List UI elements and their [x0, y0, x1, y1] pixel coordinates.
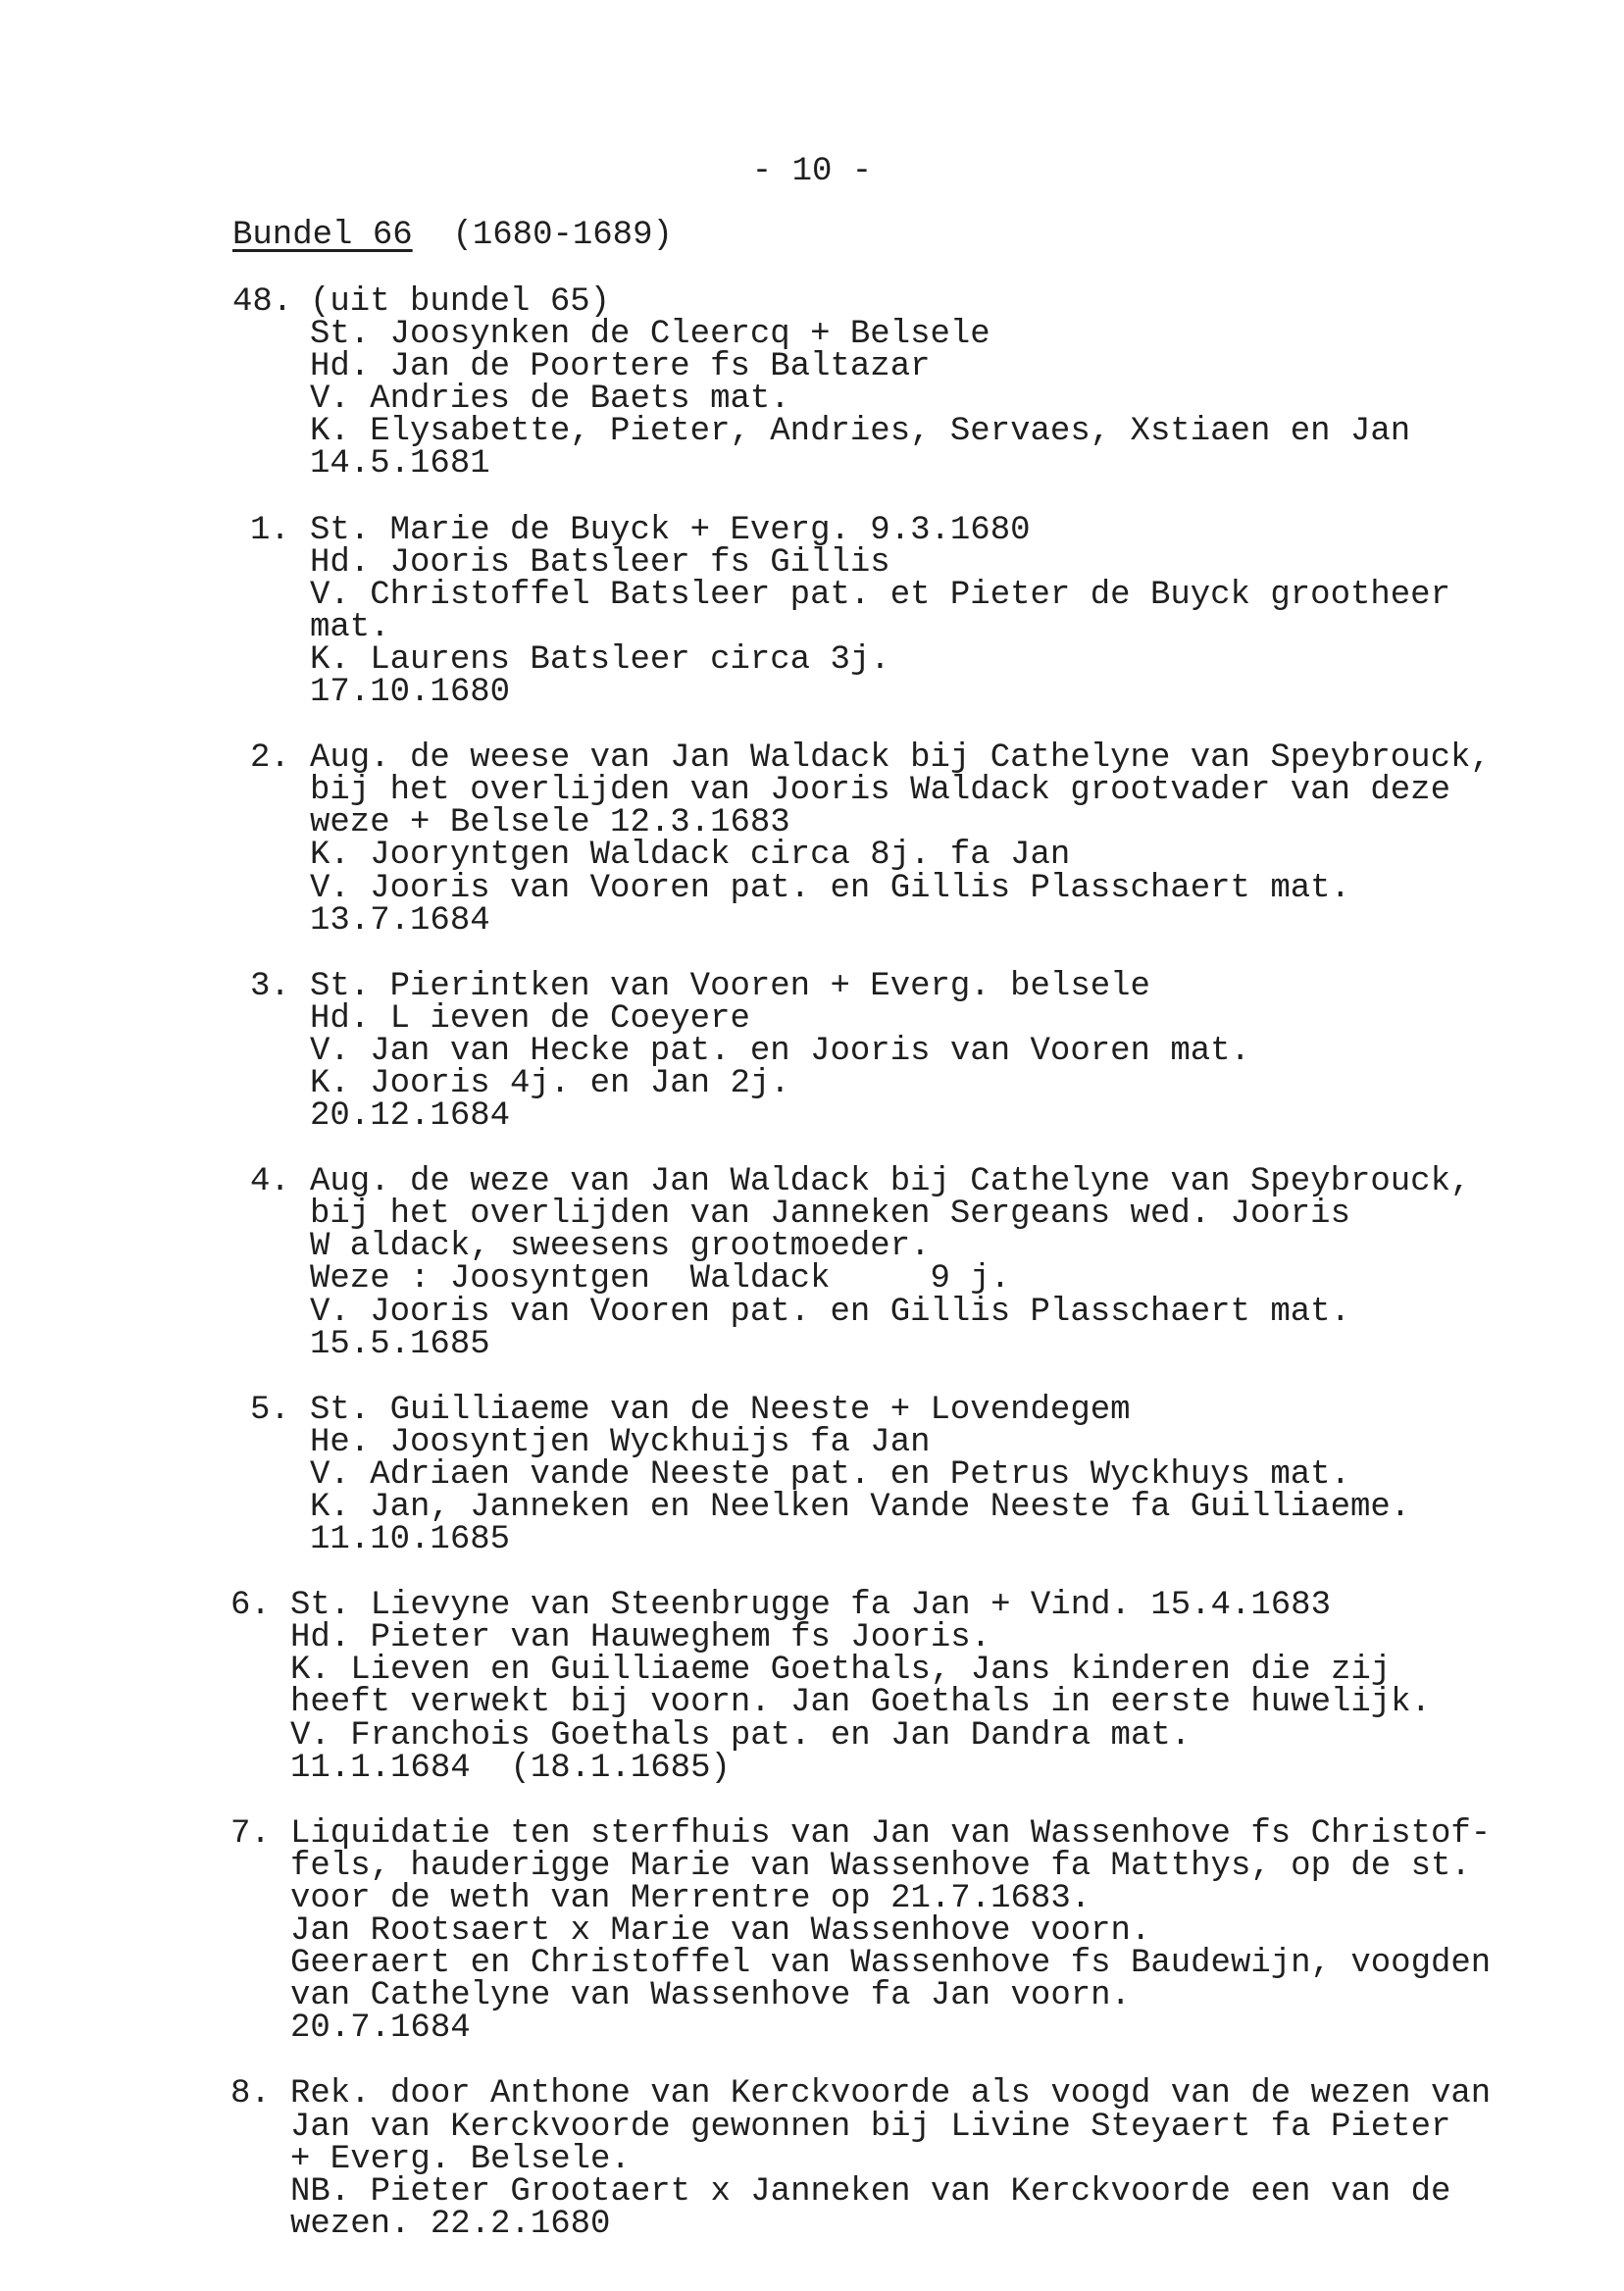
entry-line: 20.12.1684: [310, 1097, 511, 1136]
entry-line: V. Jan van Hecke pat. en Jooris van Vooren mat.: [310, 1032, 1250, 1070]
entry-line: Geeraert en Christoffel van Wassenhove fs Baudewijn, voogden: [290, 1945, 1492, 1983]
entry-item: [0, 1814, 1624, 2048]
entry-line: NB. Pieter Grootaert x Janneken van Kerckvoorde een van de: [290, 2172, 1451, 2211]
entry-line: voor de weth van Merrentre op 21.7.1683.: [290, 1879, 1091, 1917]
entry-line: St. Joosynken de Cleercq + Belsele: [310, 316, 990, 354]
entry-line: + Everg. Belsele.: [290, 2140, 631, 2178]
entry-line: mat.: [310, 608, 390, 646]
entry-line: St. Pierintken van Vooren + Everg. belsele: [310, 967, 1150, 1005]
entry-body: [310, 967, 1624, 1136]
entry-line: Liquidatie ten sterfhuis van Jan van Wassenhove fs Christof-: [290, 1814, 1492, 1853]
entry-number: 48.: [232, 283, 293, 321]
entry-item: [0, 967, 1624, 1136]
entry-line: bij het overlijden van Janneken Sergeans wed. Jooris: [310, 1196, 1350, 1234]
bundel-range: (1680-1689): [452, 217, 673, 254]
entry-line: Hd. Jooris Batsleer fs Gillis: [310, 543, 890, 582]
entry-line: St. Lievyne van Steenbrugge fa Jan + Vind. 15.4.1683: [290, 1587, 1331, 1625]
entry-item: [0, 2075, 1624, 2243]
entry-line: weze + Belsele 12.3.1683: [310, 804, 790, 842]
entry-line: Hd. Pieter van Hauweghem fs Jooris.: [290, 1619, 991, 1657]
entry-line: Aug. de weze van Jan Waldack bij Cathelyne van Speybrouck,: [310, 1163, 1471, 1201]
entry-line: Aug. de weese van Jan Waldack bij Cathelyne van Speybrouck,: [310, 739, 1491, 778]
entry-line: (uit bundel 65): [310, 283, 611, 321]
entry-list: [0, 283, 1624, 2274]
entry-item: [0, 739, 1624, 940]
entry-line: Rek. door Anthone van Kerckvoorde als voogd van de wezen van: [290, 2075, 1492, 2113]
entry-line: Weze : Joosyntgen Waldack 9 j.: [310, 1260, 1011, 1298]
entry-number: 4.: [250, 1163, 290, 1201]
entry-line: V. Jooris van Vooren pat. en Gillis Plasschaert mat.: [310, 869, 1350, 907]
entry-line: 13.7.1684: [310, 901, 490, 940]
entry-line: W aldack, sweesens grootmoeder.: [310, 1228, 931, 1266]
entry-line: He. Joosyntjen Wyckhuijs fa Jan: [310, 1423, 931, 1461]
entry-item: [0, 511, 1624, 712]
entry-line: fels, hauderigge Marie van Wassenhove fa Matthys, op de st.: [290, 1847, 1471, 1885]
entry-line: V. Jooris van Vooren pat. en Gillis Plasschaert mat.: [310, 1293, 1350, 1331]
entry-line: V. Christoffel Batsleer pat. et Pieter de Buyck grootheer: [310, 576, 1450, 614]
entry-item: [0, 1391, 1624, 1559]
entry-line: 17.10.1680: [310, 674, 511, 712]
entry-line: Jan Rootsaert x Marie van Wassenhove voorn.: [290, 1912, 1151, 1951]
entry-line: V. Andries de Baets mat.: [310, 381, 790, 419]
entry-line: V. Adriaen vande Neeste pat. en Petrus Wyckhuys mat.: [310, 1455, 1350, 1494]
entry-line: Hd. Jan de Poortere fs Baltazar: [310, 348, 931, 386]
entry-line: St. Guilliaeme van de Neeste + Lovendegem: [310, 1391, 1131, 1429]
entry-body: [310, 1391, 1624, 1559]
entry-number: 3.: [250, 967, 290, 1005]
entry-body: [290, 1587, 1624, 1787]
entry-number: 5.: [250, 1391, 290, 1429]
entry-line: K. Jan, Janneken en Neelken Vande Neeste fa Guilliaeme.: [310, 1489, 1411, 1526]
entry-body: [310, 283, 1624, 484]
entry-item: [0, 1163, 1624, 1363]
entry-line: 15.5.1685: [310, 1325, 490, 1363]
entry-line: St. Marie de Buyck + Everg. 9.3.1680: [310, 511, 1031, 549]
entry-line: wezen. 22.2.1680: [290, 2205, 611, 2243]
entry-line: van Cathelyne van Wassenhove fa Jan voorn.: [290, 1977, 1131, 2015]
entry-line: 11.10.1685: [310, 1521, 511, 1559]
entry-line: K. Lieven en Guilliaeme Goethals, Jans kinderen die zij: [290, 1652, 1392, 1690]
entry-line: Hd. L ieven de Coeyere: [310, 999, 750, 1038]
entry-body: [310, 739, 1624, 940]
entry-number: 8.: [230, 2075, 271, 2113]
page-number: - 10 -: [751, 153, 873, 190]
bundel-heading: [232, 216, 673, 255]
entry-body: [310, 1163, 1624, 1363]
entry-number: 2.: [250, 739, 290, 778]
entry-line: 14.5.1681: [310, 445, 490, 484]
entry-line: K. Jooris 4j. en Jan 2j.: [310, 1064, 790, 1102]
entry-line: 20.7.1684: [290, 2010, 471, 2048]
entry-body: [290, 2075, 1624, 2243]
entry-line: bij het overlijden van Jooris Waldack grootvader van deze: [310, 772, 1450, 810]
entry-body: [290, 1814, 1624, 2048]
entry-line: 11.1.1684 (18.1.1685): [290, 1749, 731, 1787]
entry-line: Jan van Kerckvoorde gewonnen bij Livine Steyaert fa Pieter: [290, 2108, 1451, 2146]
bundel-label: Bundel 66: [232, 217, 413, 254]
entry-number: 6.: [230, 1587, 271, 1625]
entry-number: 7.: [230, 1814, 271, 1853]
entry-line: V. Franchois Goethals pat. en Jan Dandra mat.: [290, 1716, 1192, 1755]
entry-number: 1.: [250, 511, 290, 549]
entry-item: [0, 283, 1624, 484]
entry-body: [310, 511, 1624, 712]
entry-line: K. Jooryntgen Waldack circa 8j. fa Jan: [310, 837, 1071, 875]
entry-line: K. Laurens Batsleer circa 3j.: [310, 640, 890, 679]
entry-line: K. Elysabette, Pieter, Andries, Servaes, Xstiaen en Jan: [310, 413, 1411, 451]
entry-line: heeft verwekt bij voorn. Jan Goethals in eerste huwelijk.: [290, 1684, 1431, 1722]
entry-item: [0, 1587, 1624, 1787]
